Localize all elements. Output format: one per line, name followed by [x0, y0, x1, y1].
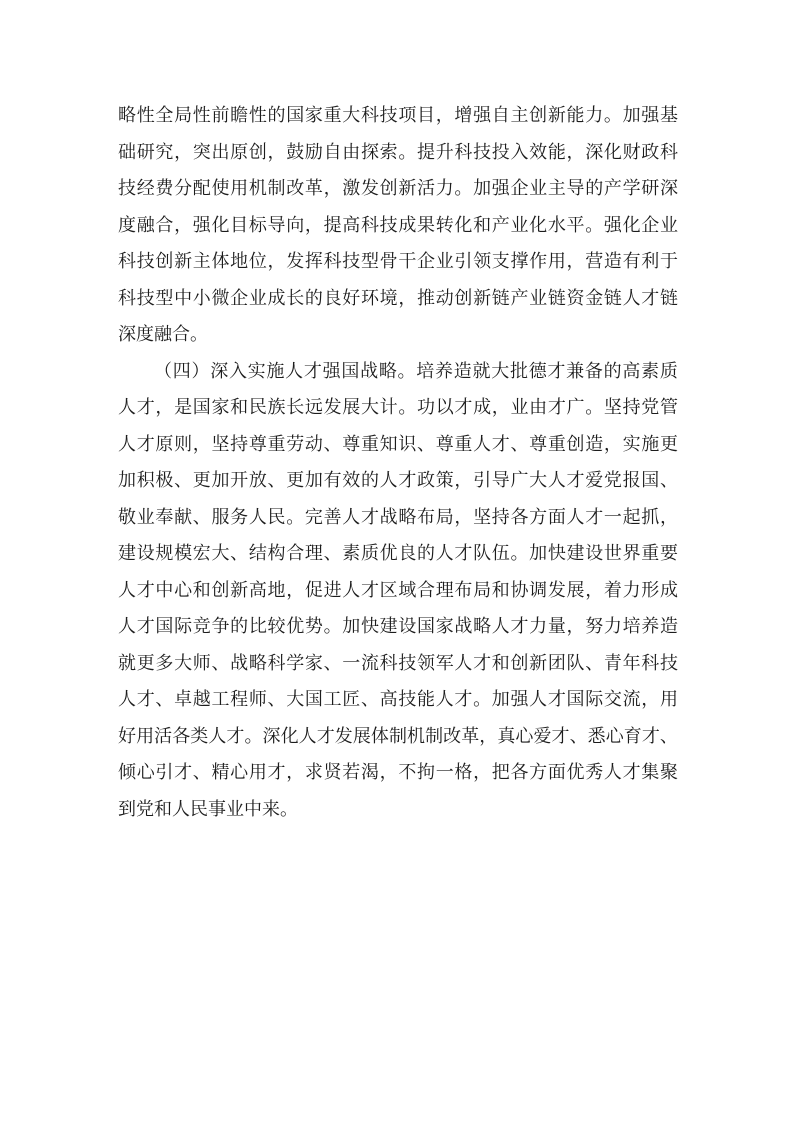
- text-line: 深度融合。: [118, 324, 208, 345]
- text-line: 人 才 中 心 和 创 新 高 地 ， 促 进 人 才 区 域 合 理 布 局 和 协 调 发 展 ， 着 力 形 成: [118, 579, 678, 601]
- text-line: 人 才 国 际 竞 争 的 比 较 优 势 。 加 快 建 设 国 家 战 略 人 才 力 量 ， 努 力 培 养 造: [118, 616, 678, 637]
- text-line: 加 积 极 、 更 加 开 放 、 更 加 有 效 的 人 才 政 策 ， 引 导 广 大 人 才 爱 党 报 国 、: [118, 470, 678, 491]
- text-line: 技 经 费 分 配 使 用 机 制 改 革 ， 激 发 创 新 活 力 。 加 强 企 业 主 导 的 产 学 研 深: [118, 178, 678, 199]
- text-line: 度 融 合 ， 强 化 目 标 导 向 ， 提 高 科 技 成 果 转 化 和 产 业 化 水 平 。 强 化 企 业: [118, 214, 678, 236]
- paragraph: [118, 98, 678, 354]
- paragraph: [118, 354, 678, 829]
- text-line: 倾 心 引 才 、 精 心 用 才 ， 求 贤 若 渴 ， 不 拘 一 格 ， 把 各 方 面 优 秀 人 才 集 聚: [118, 762, 678, 783]
- text-line: 敬 业 奉 献 、 服 务 人 民 。 完 善 人 才 战 略 布 局 ， 坚 持 各 方 面 人 才 一 起 抓 ，: [118, 506, 678, 528]
- text-line: （ 四 ） 深 入 实 施 人 才 强 国 战 略 。 培 养 造 就 大 批 德 才 兼 备 的 高 素 质: [154, 360, 678, 382]
- text-line: 到党和人民事业中来。: [118, 798, 298, 820]
- text-line: 科 技 型 中 小 微 企 业 成 长 的 良 好 环 境 ， 推 动 创 新 链 产 业 链 资 金 链 人 才 链: [118, 287, 678, 309]
- text-line: 科 技 创 新 主 体 地 位 ， 发 挥 科 技 型 骨 干 企 业 引 领 支 撑 作 用 ， 营 造 有 利 于: [118, 251, 678, 272]
- text-line: 略 性 全 局 性 前 瞻 性 的 国 家 重 大 科 技 项 目 ， 增 强 自 主 创 新 能 力 。 加 强 基: [118, 105, 678, 126]
- body-text: [118, 98, 678, 828]
- text-line: 就 更 多 大 师 、 战 略 科 学 家 、 一 流 科 技 领 军 人 才 和 创 新 团 队 、 青 年 科 技: [118, 652, 678, 674]
- text-line: 好 用 活 各 类 人 才 。 深 化 人 才 发 展 体 制 机 制 改 革 ， 真 心 爱 才 、 悉 心 育 才 、: [118, 725, 678, 747]
- text-line: 人 才 、 卓 越 工 程 师 、 大 国 工 匠 、 高 技 能 人 才 。 加 强 人 才 国 际 交 流 ， 用: [118, 689, 678, 710]
- text-line: 人 才 原 则 ， 坚 持 尊 重 劳 动 、 尊 重 知 识 、 尊 重 人 才 、 尊 重 创 造 ， 实 施 更: [118, 433, 678, 455]
- text-line: 础 研 究 ， 突 出 原 创 ， 鼓 励 自 由 探 索 。 提 升 科 技 投 入 效 能 ， 深 化 财 政 科: [118, 141, 678, 163]
- text-line: 人 才 ， 是 国 家 和 民 族 长 远 发 展 大 计 。 功 以 才 成 ， 业 由 才 广 。 坚 持 党 管: [118, 397, 678, 418]
- text-line: 建 设 规 模 宏 大 、 结 构 合 理 、 素 质 优 良 的 人 才 队 伍 。 加 快 建 设 世 界 重 要: [118, 543, 678, 564]
